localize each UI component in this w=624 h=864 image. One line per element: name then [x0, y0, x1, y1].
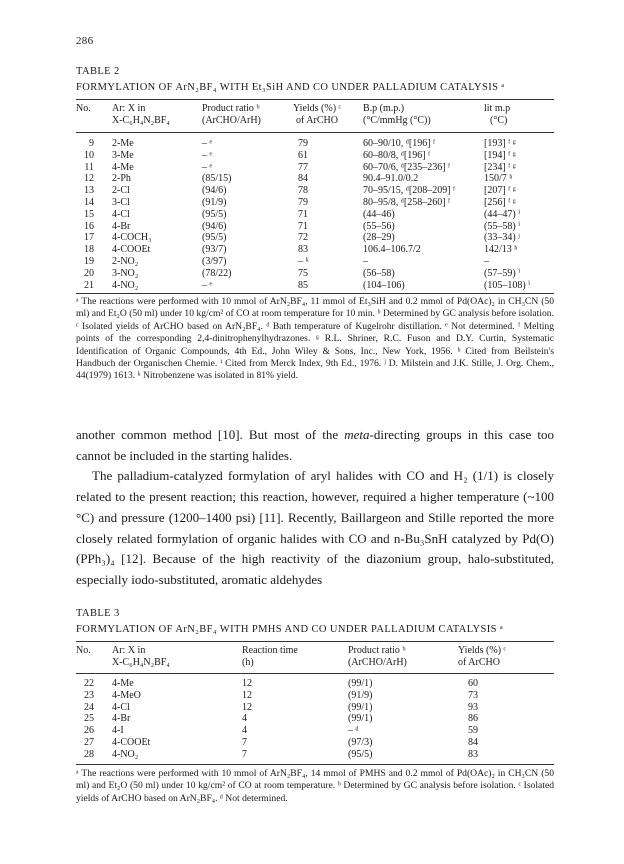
table3-cell-ratio: (97/3) — [348, 736, 373, 748]
table2-cell-lit: (105–108) ⁱ — [484, 279, 531, 291]
table2-cell-no: 17 — [84, 232, 94, 244]
table3-top-rule — [76, 641, 554, 642]
table2-cell-lit: (44–47) ⁱ — [484, 208, 521, 220]
table2-cell-ar: 4-COOEt — [112, 244, 151, 256]
table3-cell-no: 28 — [84, 748, 94, 760]
table2-title: FORMYLATION OF ArN₂BF₄ WITH Et₃SiH AND CO UNDER PALLADIUM CATALYSIS ᵃ — [76, 82, 505, 93]
table3-cell-ar: 4-NO₂ — [112, 748, 139, 760]
table3-cell-time: 12 — [242, 678, 252, 689]
table2-cell-ratio: (95/5) — [202, 208, 227, 220]
table2-cell-yield: 78 — [298, 185, 308, 197]
table3-cell-yield: 86 — [468, 713, 478, 725]
table3-header-time-sub: (h) — [242, 657, 254, 668]
table2-header-lit: lit m.p — [484, 103, 511, 114]
table2-cell-yield: 75 — [298, 267, 308, 279]
table2-cell-no: 14 — [84, 196, 94, 208]
table3-cell-no: 26 — [84, 725, 94, 737]
table2-cell-yield: 83 — [298, 244, 308, 256]
body-paragraph-2: The palladium-catalyzed formylation of aryl halides with CO and H₂ (1/1) is closely related to the present reaction; this reaction, however, required a higher temperature (~100 °C) and pressure (1200–1400 psi) [11]. Recently, Baillargeon and Stille reported the more closely related formylation of organic halides with CO and n-Bu₃SnH catalyzed by Pd(O)(PPh₃)₄ [12]. Because of the high reactivity of the diazonium group, halo-substituted, especially iodo-substituted, aromatic aldehydes — [76, 468, 554, 587]
table3-title: FORMYLATION OF ArN₂BF₄ WITH PMHS AND CO UNDER PALLADIUM CATALYSIS ᵃ — [76, 624, 504, 635]
table3-footnotes: ᵃ The reactions were performed with 10 mmol of ArN₂BF₄, 14 mmol of PMHS and 0.2 mmol of Pd(OAc)₂ in CH₃CN (50 ml) and Et₂O (50 ml) under 10 kg/cm² of CO at room temperature. ᵇ Determined by GC analysis before isolation. ᶜ Isolated yields of ArCHO based on ArN₂BF₄. ᵈ Not determined. — [76, 768, 554, 804]
table2-cell-ratio: (94/6) — [202, 185, 227, 197]
table3-cell-ratio: (99/1) — [348, 701, 373, 713]
table3-cell-ratio: (99/1) — [348, 713, 373, 725]
table2-cell-ratio: (91/9) — [202, 196, 227, 208]
table2-cell-no: 13 — [84, 185, 94, 197]
table2-header-lit-sub: (°C) — [490, 115, 508, 126]
table3-row — [76, 702, 554, 714]
table2-row — [76, 244, 554, 256]
table2-cell-bp: (28–29) — [363, 232, 395, 244]
table3-header-no: No. — [76, 645, 91, 656]
table2-cell-ar: 4-COCH₃ — [112, 232, 152, 244]
table2-cell-ratio: – ᵉ — [202, 138, 213, 149]
table2-row — [76, 138, 554, 150]
table2-cell-ratio: – ᵉ — [202, 149, 213, 161]
table2-header-rule — [76, 132, 554, 133]
table2-cell-ratio: (85/15) — [202, 173, 232, 185]
table2-cell-ar: 3-Cl — [112, 196, 130, 208]
table2-cell-ar: 3-NO₂ — [112, 267, 139, 279]
table2-cell-ar: 4-Cl — [112, 208, 130, 220]
table3-cell-time: 4 — [242, 725, 247, 737]
table2-header-ratio: Product ratio ᵇ — [202, 103, 260, 114]
table3-cell-ratio: (91/9) — [348, 689, 373, 701]
table3-cell-ar: 4-Me — [112, 678, 134, 689]
table2-cell-lit: – — [484, 255, 489, 267]
table2-cell-yield: 71 — [298, 220, 308, 232]
table2-row — [76, 256, 554, 268]
table2-cell-bp: 106.4–106.7/2 — [363, 244, 421, 256]
table3-row — [76, 690, 554, 702]
table3-header-ratio-sub: (ArCHO/ArH) — [348, 657, 407, 668]
table3-cell-no: 24 — [84, 701, 94, 713]
table2-cell-ar: 2-NO₂ — [112, 255, 139, 267]
table3-cell-time: 7 — [242, 736, 247, 748]
table3-header-time: Reaction time — [242, 645, 298, 656]
table2-header-yields-sub: of ArCHO — [296, 115, 338, 126]
table2-row — [76, 150, 554, 162]
table2-cell-ar: 4-NO₂ — [112, 279, 139, 291]
table2-body — [76, 138, 554, 291]
table3-header-ar-sub: X-C₆H₄N₂BF₄ — [112, 657, 170, 668]
table2-cell-no: 12 — [84, 173, 94, 185]
table3-cell-ar: 4-COOEt — [112, 736, 151, 748]
table2-cell-bp: (44–46) — [363, 208, 395, 220]
table3-cell-yield: 83 — [468, 748, 478, 760]
table3-cell-ratio: (99/1) — [348, 678, 373, 689]
table2-header-bp: B.p (m.p.) — [363, 103, 405, 114]
table2-cell-yield: 72 — [298, 232, 308, 244]
table2-top-rule — [76, 99, 554, 100]
table3-cell-yield: 59 — [468, 725, 478, 737]
table3-cell-yield: 60 — [468, 678, 478, 689]
table2-cell-bp: 80–95/8, ᵈ[258–260] ᶠ — [363, 196, 451, 208]
table3-header-yields: Yields (%) ᶜ — [458, 645, 507, 656]
table3-header-ratio: Product ratio ᵇ — [348, 645, 406, 656]
table2-cell-yield: 79 — [298, 196, 308, 208]
table3-cell-time: 7 — [242, 748, 247, 760]
table3-label: TABLE 3 — [76, 608, 120, 619]
table3-cell-time: 4 — [242, 713, 247, 725]
table2-row — [76, 173, 554, 185]
table3-cell-ratio: – ᵈ — [348, 725, 359, 737]
table2-cell-ar: 2-Me — [112, 138, 134, 149]
table2-row — [76, 209, 554, 221]
table2-header — [76, 103, 554, 127]
table2-cell-ar: 2-Cl — [112, 185, 130, 197]
table2-footnotes: ᵃ The reactions were performed with 10 mmol of ArN₂BF₄, 11 mmol of Et₃SiH and 0.2 mmol of Pd(OAc)₂ in CH₃CN (50 ml) and Et₂O (50 ml) under 10 kg/cm² of CO at room temperature for 10 min. ᵇ Determined by GC analysis before isolation. ᶜ Isolated yields of ArCHO based on ArN₂BF₄. ᵈ Bath temperature of Kugelrohr distillation. ᵉ Not determined. ᶠ Melting points of the corresponding 2,4-dinitrophenylhydrazones. ᵍ R.L. Shriner, R.C. Fuson and D.Y. Curtin, Systematic Identification of Organic Compounds, 4th Ed., John Wiley & Sons, Inc., New York, 1956. ʰ Cited from Beilstein's Handbuch der Organischen Chemie. ⁱ Cited from Merck Index, 9th Ed., 1976. ʲ D. Milstein and J.K. Stille, J. Org. Chem., 44(1979) 1613. ᵏ Nitrobenzene was isolated in 81% yield. — [76, 296, 554, 382]
table2-cell-ratio: (95/5) — [202, 232, 227, 244]
table2-cell-no: 15 — [84, 208, 94, 220]
table2-cell-ar: 2-Ph — [112, 173, 131, 185]
table3-cell-time: 12 — [242, 689, 252, 701]
table3-cell-no: 22 — [84, 678, 94, 689]
table3-row — [76, 713, 554, 725]
table2-cell-ar: 4-Me — [112, 161, 134, 173]
table2-row — [76, 185, 554, 197]
table2-cell-ratio: (78/22) — [202, 267, 232, 279]
table3-cell-yield: 73 — [468, 689, 478, 701]
table3-row — [76, 678, 554, 690]
table2-cell-no: 11 — [84, 161, 94, 173]
table2-cell-bp: – — [363, 255, 368, 267]
table2-cell-ar: 4-Br — [112, 220, 131, 232]
table3-header — [76, 645, 554, 669]
table3-cell-ar: 4-MeO — [112, 689, 141, 701]
table3-bottom-rule — [76, 764, 554, 765]
table2-bottom-rule — [76, 293, 554, 294]
table2-cell-lit: [194] ᶠ ᵍ — [484, 149, 516, 161]
table2-cell-no: 9 — [89, 138, 94, 149]
table2-cell-bp: (104–106) — [363, 279, 405, 291]
table2-cell-lit: (57–59) ⁱ — [484, 267, 521, 279]
table2-cell-no: 20 — [84, 267, 94, 279]
table2-cell-bp: 60–90/10, ᵈ[196] ᶠ — [363, 138, 436, 149]
table2-cell-yield: 84 — [298, 173, 308, 185]
page-number: 286 — [76, 35, 94, 47]
table2-cell-ratio: (94/6) — [202, 220, 227, 232]
table2-header-yields: Yields (%) ᶜ — [293, 103, 342, 114]
table2-cell-lit: [193] ᶠ ᵍ — [484, 138, 516, 149]
table3-cell-ar: 4-I — [112, 725, 124, 737]
table2-cell-yield: 85 — [298, 279, 308, 291]
table3-cell-ar: 4-Br — [112, 713, 131, 725]
table2-cell-no: 16 — [84, 220, 94, 232]
table3-cell-no: 23 — [84, 689, 94, 701]
table2-cell-lit: [207] ᶠ ᵍ — [484, 185, 516, 197]
table3-body — [76, 678, 554, 761]
table2-cell-lit: 142/13 ʰ — [484, 244, 518, 256]
table3-row — [76, 725, 554, 737]
table2-cell-yield: 61 — [298, 149, 308, 161]
table2-header-ar: Ar: X in — [112, 103, 146, 114]
table2-cell-ratio: (3/97) — [202, 255, 227, 267]
table3-cell-no: 27 — [84, 736, 94, 748]
table2-cell-ratio: – ᵉ — [202, 279, 213, 291]
table2-cell-yield: 71 — [298, 208, 308, 220]
body-paragraph-1: another common method [10]. But most of the meta-directing groups in this case too cannot be included in the starting halides. — [76, 427, 554, 463]
table2-header-no: No. — [76, 103, 91, 114]
table2-row — [76, 280, 554, 292]
table2-cell-yield: – ᵏ — [298, 255, 309, 267]
table3-header-ar: Ar: X in — [112, 645, 146, 656]
table2-row — [76, 221, 554, 233]
table2-cell-lit: [256] ᶠ ᵍ — [484, 196, 516, 208]
table2-label: TABLE 2 — [76, 66, 120, 77]
table2-row — [76, 197, 554, 209]
table2-cell-bp: 70–95/15, ᵈ[208–209] ᶠ — [363, 185, 456, 197]
table2-cell-bp: (56–58) — [363, 267, 395, 279]
table2-row — [76, 268, 554, 280]
table3-header-yields-sub: of ArCHO — [458, 657, 500, 668]
table3-cell-ratio: (95/5) — [348, 748, 373, 760]
table2-cell-lit: 150/7 ʰ — [484, 173, 513, 185]
table2-cell-lit: (55–58) ⁱ — [484, 220, 521, 232]
table2-row — [76, 162, 554, 174]
table2-cell-lit: (33–34) ʲ — [484, 232, 520, 244]
table2-cell-bp: 90.4–91.0/0.2 — [363, 173, 419, 185]
table2-header-bp-sub: (°C/mmHg (°C)) — [363, 115, 431, 126]
table2-cell-yield: 79 — [298, 138, 308, 149]
table3-header-rule — [76, 673, 554, 674]
table2-cell-bp: (55–56) — [363, 220, 395, 232]
table2-cell-lit: [234] ᶠ ᵍ — [484, 161, 516, 173]
table3-row — [76, 737, 554, 749]
table2-row — [76, 232, 554, 244]
table3-cell-yield: 84 — [468, 736, 478, 748]
table2-cell-bp: 60–80/8, ᵈ[196] ᶠ — [363, 149, 431, 161]
table2-cell-yield: 77 — [298, 161, 308, 173]
table3-cell-ar: 4-Cl — [112, 701, 130, 713]
table2-cell-no: 19 — [84, 255, 94, 267]
body-text — [76, 425, 554, 591]
table2-cell-ratio: (93/7) — [202, 244, 227, 256]
table3-cell-no: 25 — [84, 713, 94, 725]
table2-header-ratio-sub: (ArCHO/ArH) — [202, 115, 261, 126]
table3-cell-yield: 93 — [468, 701, 478, 713]
table2-cell-ar: 3-Me — [112, 149, 134, 161]
table2-cell-ratio: – ᵉ — [202, 161, 213, 173]
table3-cell-time: 12 — [242, 701, 252, 713]
table2-cell-no: 10 — [84, 149, 94, 161]
table2-cell-no: 21 — [84, 279, 94, 291]
table3-row — [76, 749, 554, 761]
table2-cell-no: 18 — [84, 244, 94, 256]
table2-cell-bp: 60–70/6, ᵈ[235–236] ᶠ — [363, 161, 451, 173]
table2-header-ar-sub: X-C₆H₄N₂BF₄ — [112, 115, 170, 126]
